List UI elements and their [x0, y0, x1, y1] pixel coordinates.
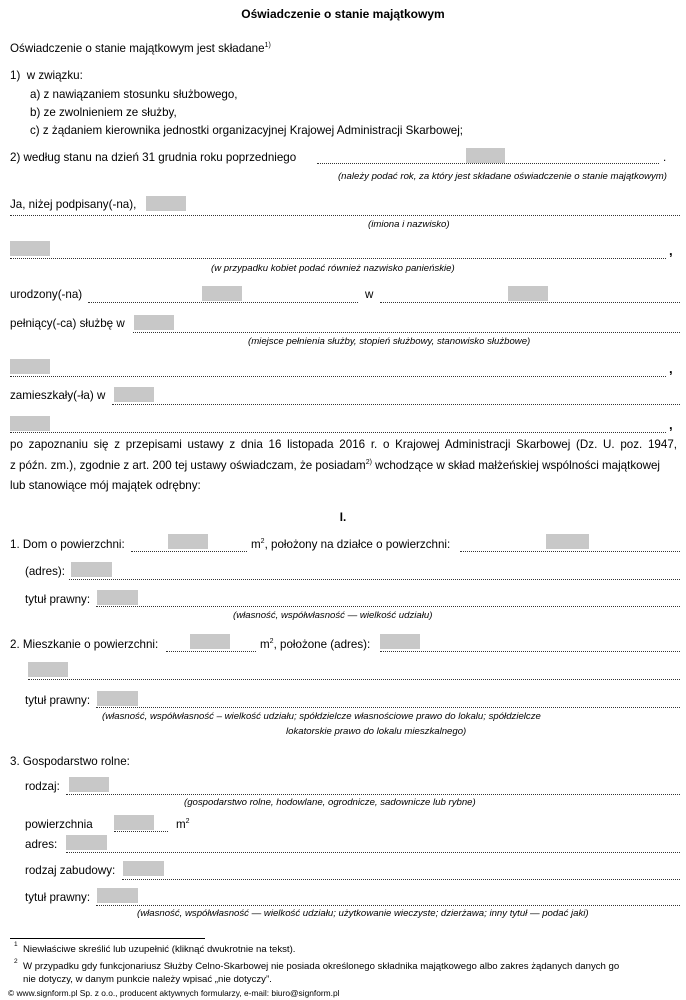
declaration-line-2a: z późn. zm.), zgodnie z art. 200 tej ustawy oświadczam, że posiadam: [10, 459, 366, 472]
farm-area-field[interactable]: [114, 815, 154, 830]
footnote-1-number: 1: [14, 941, 18, 948]
page-title: Oświadczenie o stanie majątkowym: [241, 7, 445, 21]
plot-area-field[interactable]: [546, 534, 589, 549]
residence-field-2[interactable]: [10, 416, 50, 431]
item1-text: w związku:: [26, 69, 83, 82]
declaration-line-1: po zapoznaniu się z przepisami ustawy z dnia 16 listopada 2016 r. o Krajowej Administracji Skarbowej (Dz. U. poz. 1947,: [10, 438, 677, 451]
footnote-separator: [10, 938, 205, 939]
farm-address-label: adres:: [25, 838, 58, 851]
declaration-line-2: [10, 459, 677, 472]
house-title-line: [96, 606, 680, 607]
house-address-label: (adres):: [25, 565, 65, 578]
declaration-line-3: lub stanowiące mój majątek odrębny:: [10, 479, 201, 492]
footnote-2-text-line-1: W przypadku gdy funkcjonariusz Służby Celno-Skarbowej nie posiada określonego składnika majątkowego albo zakres żądanych danych go: [23, 961, 620, 972]
flat-unit-m: m: [260, 638, 270, 651]
item1-option-a[interactable]: a) z nawiązaniem stosunku służbowego,: [30, 88, 238, 101]
farm-buildings-field[interactable]: [123, 861, 164, 876]
declaration-line-2b: wchodzące w skład małżeńskiej wspólności majątkowej: [371, 459, 660, 472]
flat-unit: [260, 638, 370, 651]
farm-title-field[interactable]: [97, 888, 138, 903]
farm-area-line: [114, 831, 168, 832]
farm-area-label: powierzchnia: [25, 818, 93, 831]
born-in-label: w: [365, 288, 374, 301]
residence-label: zamieszkały(-ła) w: [10, 389, 106, 402]
farm-type-label: rodzaj:: [25, 780, 60, 793]
name-line: [10, 215, 680, 216]
farm-buildings-line: [122, 879, 680, 880]
flat-title-label: tytuł prawny:: [25, 694, 91, 707]
year-hint: (należy podać rok, za który jest składane oświadczenie o stanie majątkowym): [337, 171, 667, 182]
flat-label: 2. Mieszkanie o powierzchni:: [10, 638, 159, 651]
item2-label: 2) według stanu na dzień 31 grudnia roku poprzedniego: [10, 151, 297, 164]
intro-label: Oświadczenie o stanie majątkowym jest składane: [10, 42, 265, 55]
item2-period: .: [663, 151, 667, 164]
house-title-hint: (własność, współwłasność — wielkość udziału): [233, 610, 433, 621]
birthplace-line: [380, 302, 680, 303]
residence-line-2: [10, 432, 666, 433]
item1-label: [10, 69, 83, 82]
year-field[interactable]: [466, 148, 505, 163]
flat-address-field[interactable]: [380, 634, 420, 649]
farm-title-label: tytuł prawny:: [25, 891, 91, 904]
farm-address-line: [66, 852, 680, 853]
name-hint: (imiona i nazwisko): [368, 219, 450, 230]
flat-located-label: , położone (adres):: [273, 638, 371, 651]
signer-label: Ja, niżej podpisany(-na),: [10, 198, 137, 211]
house-title-label: tytuł prawny:: [25, 593, 91, 606]
footer-credit: © www.signform.pl Sp. z o.o., producent aktywnych formularzy, e-mail: biuro@signform.pl: [8, 988, 340, 998]
name-field[interactable]: [146, 196, 186, 211]
residence-line: [112, 404, 680, 405]
footnote-2-text-line-2: nie dotyczy, w danym punkcie należy wpisać „nie dotyczy”.: [23, 974, 272, 985]
item1-option-b[interactable]: b) ze zwolnieniem ze służby,: [30, 106, 177, 119]
house-title-field[interactable]: [97, 590, 138, 605]
farm-type-field[interactable]: [69, 777, 109, 792]
birthdate-line: [88, 302, 358, 303]
service-field[interactable]: [134, 315, 174, 330]
house-label: 1. Dom o powierzchni:: [10, 538, 125, 551]
house-address-line: [69, 579, 680, 580]
house-area-field[interactable]: [168, 534, 208, 549]
house-unit-sup: 2: [260, 538, 265, 546]
maiden-hint: (w przypadku kobiet podać również nazwisko panieńskie): [211, 263, 455, 274]
residence-comma: ,: [669, 417, 673, 432]
footnote-2-number: 2: [14, 958, 18, 965]
farm-unit-m: m: [176, 818, 186, 831]
house-unit-m: m: [251, 538, 261, 551]
item1-number: 1): [10, 69, 21, 82]
farm-type-hint: (gospodarstwo rolne, hodowlane, ogrodnicze, sadownicze lub rybne): [184, 797, 476, 808]
service-line-2: [10, 376, 666, 377]
farm-title-line: [96, 905, 680, 906]
service-label: pełniący(-ca) służbę w: [10, 317, 125, 330]
maiden-comma: ,: [669, 243, 673, 258]
residence-field[interactable]: [114, 387, 154, 402]
maiden-name-line: [10, 258, 666, 259]
flat-address-line: [380, 651, 680, 652]
farm-buildings-label: rodzaj zabudowy:: [25, 864, 116, 877]
flat-title-line: [96, 707, 680, 708]
farm-type-line: [66, 794, 680, 795]
birthdate-field[interactable]: [202, 286, 242, 301]
plot-area-line: [460, 551, 680, 552]
year-field-line: [317, 163, 659, 164]
house-plot-label: , położony na działce o powierzchni:: [264, 538, 451, 551]
flat-title-field[interactable]: [97, 691, 138, 706]
house-unit: [251, 538, 450, 551]
intro-text: [10, 42, 271, 55]
birthplace-field[interactable]: [508, 286, 548, 301]
footnote-ref-2: 2): [365, 459, 372, 467]
flat-unit-sup: 2: [269, 638, 274, 646]
footnote-ref-1: 1): [264, 42, 271, 50]
farm-unit-sup: 2: [185, 818, 190, 826]
flat-address-line-2: [28, 679, 680, 680]
service-hint: (miejsce pełnienia służby, stopień służbowy, stanowisko służbowe): [248, 336, 531, 347]
house-address-field[interactable]: [71, 562, 112, 577]
farm-label: 3. Gospodarstwo rolne:: [10, 755, 130, 768]
born-label: urodzony(-na): [10, 288, 83, 301]
flat-area-line: [166, 651, 256, 652]
footnote-1-text: Niewłaściwe skreślić lub uzupełnić (kliknąć dwukrotnie na tekst).: [23, 944, 296, 955]
service-line: [133, 332, 680, 333]
house-area-line: [131, 551, 247, 552]
farm-address-field[interactable]: [66, 835, 107, 850]
section-heading: I.: [339, 511, 347, 524]
maiden-name-field[interactable]: [10, 241, 50, 256]
service-field-2[interactable]: [10, 359, 50, 374]
flat-title-hint-2: lokatorskie prawo do lokalu mieszkalnego): [286, 726, 467, 737]
farm-title-hint: (własność, współwłasność — wielkość udziału; użytkowanie wieczyste; dzierżawa; inny tytuł — podać jaki): [137, 908, 589, 919]
flat-title-hint-1: (własność, współwłasność – wielkość udziału; spółdzielcze własnościowe prawo do lokalu; spółdzielcze: [102, 711, 541, 722]
farm-unit: [176, 818, 190, 831]
item1-option-c[interactable]: c) z żądaniem kierownika jednostki organizacyjnej Krajowej Administracji Skarbowej;: [30, 124, 464, 137]
flat-address-field-2[interactable]: [28, 662, 68, 677]
flat-area-field[interactable]: [190, 634, 230, 649]
service-comma: ,: [669, 361, 673, 376]
